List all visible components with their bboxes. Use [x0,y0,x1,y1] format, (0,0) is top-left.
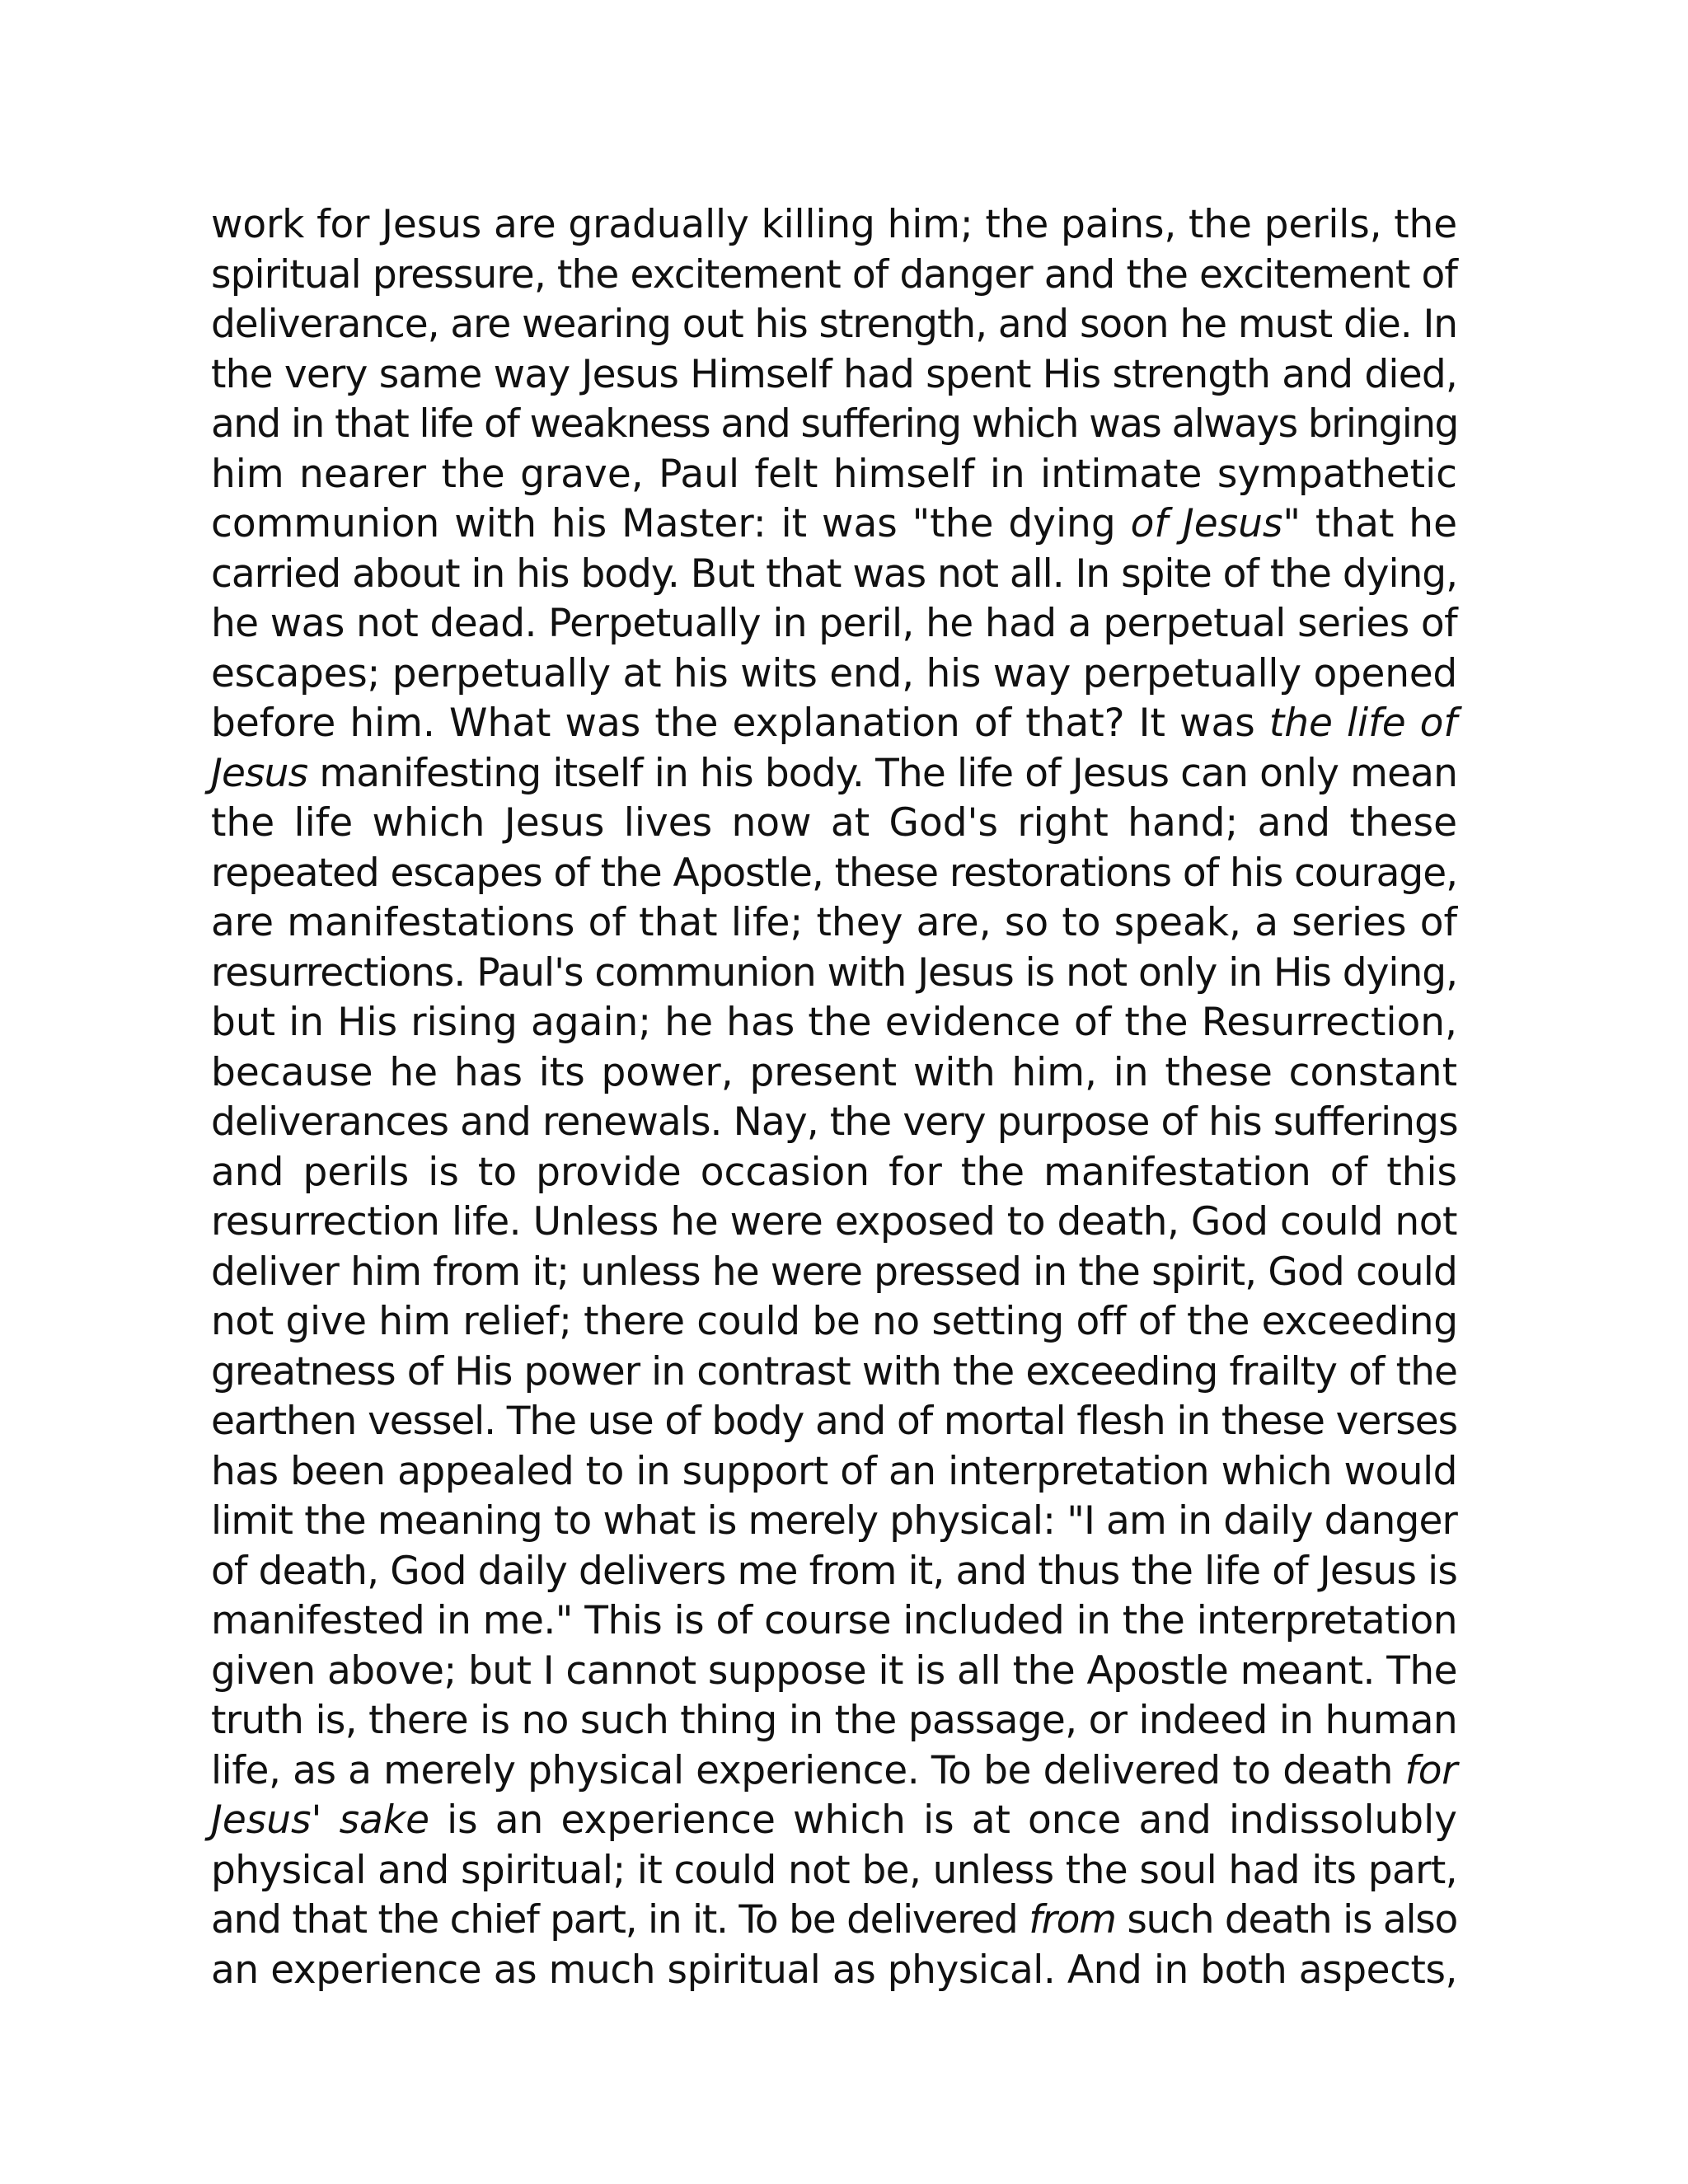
text-line [211,1896,1457,1946]
text-line: deliverances and renewals. Nay, the very purpose of his sufferings [211,1099,1458,1145]
text-line [211,699,1457,749]
text-line: given above; but I cannot suppose it is all the Apostle meant. The [211,1647,1457,1694]
text-segment: is an experience which is at once and indissolubly [429,1797,1457,1843]
italic-segment: of Jesus [1130,501,1283,546]
italic-segment: from [1029,1897,1116,1943]
italic-segment: for [1404,1747,1457,1793]
text-line: escapes; perpetually at his wits end, his way perpetually opened [211,650,1457,696]
text-line: are manifestations of that life; they are, so to speak, a series of [211,900,1457,945]
text-line: greatness of His power in contrast with the exceeding frailty of the [211,1348,1457,1394]
text-line: manifested in me." This is of course included in the interpretation [211,1598,1457,1643]
text-line: but in His rising again; he has the evidence of the Resurrection, [211,1000,1457,1045]
text-line: deliver him from it; unless he were pressed in the spirit, God could [211,1249,1457,1295]
text-line: of death, God daily delivers me from it, and thus the life of Jesus is [211,1548,1457,1594]
text-line: an experience as much spiritual as physical. And in both aspects, [211,1947,1457,1993]
text-line [211,1796,1457,1846]
text-line [211,749,1457,799]
text-line: and in that life of weakness and suffering which was always bringing [211,401,1458,447]
text-line: spiritual pressure, the excitement of danger and the excitement of [211,251,1457,298]
text-segment: life, as a merely physical experience. To be delivered to death [211,1747,1405,1793]
text-line: carried about in his body. But that was not all. In spite of the dying, [211,551,1457,597]
text-line: him nearer the grave, Paul felt himself in intimate sympathetic [211,451,1457,497]
text-line: earthen vessel. The use of body and of mortal flesh in these verses [211,1399,1457,1444]
text-line: the life which Jesus lives now at God's right hand; and these [211,800,1457,846]
document-page [211,200,1457,1995]
text-line: the very same way Jesus Himself had spent His strength and died, [211,351,1457,397]
text-line: limit the meaning to what is merely physical: "I am in daily danger [211,1498,1457,1544]
text-segment: and that the chief part, in it. To be delivered [211,1897,1029,1943]
italic-segment: the life of [1268,701,1457,746]
text-line: has been appealed to in support of an interpretation which would [211,1448,1457,1494]
text-segment: such death is also [1115,1897,1458,1943]
text-line: truth is, there is no such thing in the passage, or indeed in human [211,1698,1457,1743]
text-segment: communion with his Master: it was "the dying [211,501,1131,546]
text-line: he was not dead. Perpetually in peril, he had a perpetual series of [211,601,1457,646]
italic-segment: Jesus [211,750,308,796]
italic-segment: Jesus' sake [211,1797,429,1843]
text-line: work for Jesus are gradually killing him; the pains, the perils, the [211,202,1457,247]
text-line: resurrections. Paul's communion with Jesus is not only in His dying, [211,949,1457,996]
text-segment: before him. What was the explanation of that? It was [211,701,1269,746]
text-line: and perils is to provide occasion for the manifestation of this [211,1149,1457,1195]
text-line: physical and spiritual; it could not be, unless the soul had its part, [211,1847,1457,1893]
text-segment: " that he [1282,501,1458,546]
text-line: resurrection life. Unless he were exposed to death, God could not [211,1199,1457,1244]
text-line [211,1746,1457,1797]
text-line: because he has its power, present with him, in these constant [211,1049,1457,1095]
text-segment: manifesting itself in his body. The life of Jesus can only mean [307,750,1457,796]
text-line: repeated escapes of the Apostle, these restorations of his courage, [211,850,1457,896]
text-line: not give him relief; there could be no setting off of the exceeding [211,1299,1458,1344]
text-line: deliverance, are wearing out his strength, and soon he must die. In [211,302,1457,347]
text-line [211,499,1457,550]
